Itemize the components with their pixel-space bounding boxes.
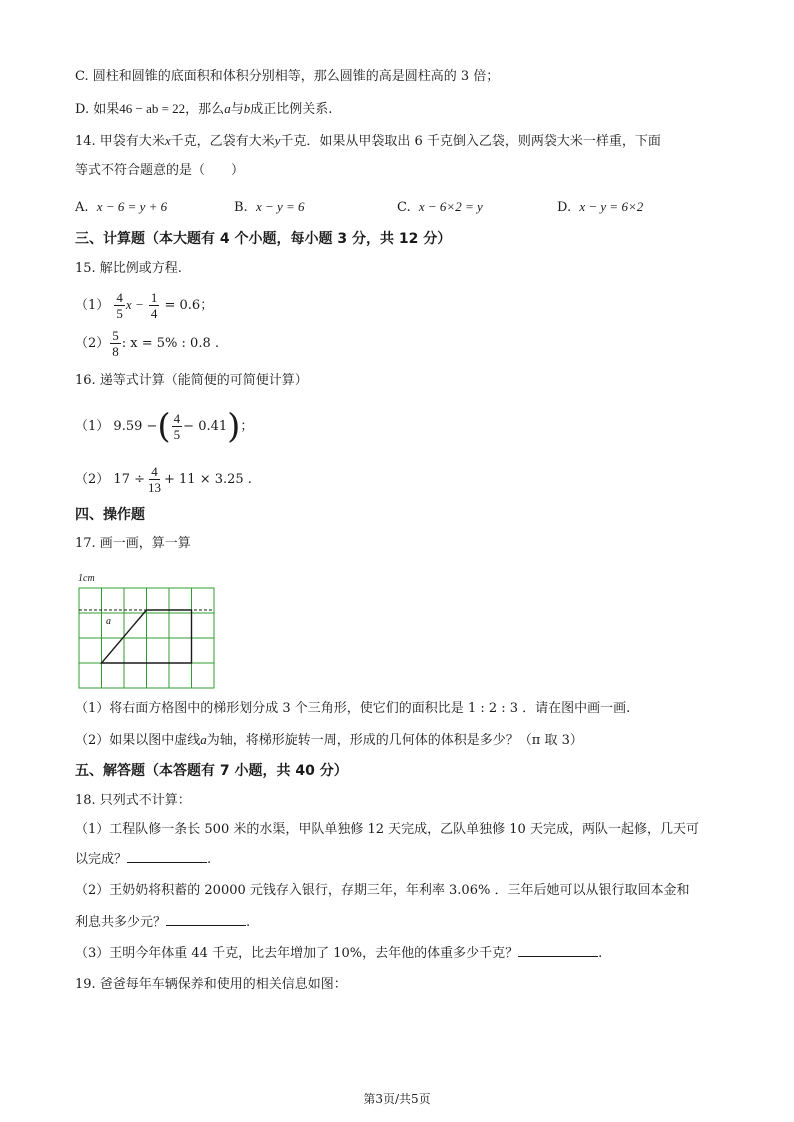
- q18-part2-line2: 利息共多少元？ .: [75, 915, 251, 930]
- q17-part2: （2）如果以图中虚线a为轴，将梯形旋转一周，形成的几何体的体积是多少？（π 取 3）: [75, 732, 583, 748]
- section-5-title: 五、解答题（本答题有 7 小题，共 40 分）: [75, 763, 348, 779]
- q15-stem: 15. 解比例或方程.: [75, 261, 182, 276]
- q18-stem: 18. 只列式不计算：: [75, 793, 191, 808]
- q14-option-a[interactable]: A. x − 6 = y + 6: [75, 199, 168, 215]
- page-footer: 第3页/共5页: [363, 1092, 431, 1106]
- q13-option-c: C. 圆柱和圆锥的底面积和体积分别相等，那么圆锥的高是圆柱高的 3 倍；: [75, 69, 500, 84]
- section-4-title: 四、操作题: [75, 507, 145, 523]
- axis-label: a: [106, 616, 111, 627]
- q15-part2: （2） $\frac{5}{8}$ : x = 5% : 0.8 .: [75, 328, 219, 359]
- q18-part1-line2: 以完成？ .: [75, 852, 212, 867]
- q18-part1-line1: （1）工程队修一条长 500 米的水渠，甲队单独修 12 天完成，乙队单独修 10 天完成，两队一起修，几天可: [75, 822, 699, 837]
- q18-part3: （3）王明今年体重 44 千克，比去年增加了 10%，去年他的体重多少千克？ .: [75, 946, 603, 961]
- answer-blank[interactable]: [166, 913, 246, 926]
- section-3-title: 三、计算题（本大题有 4 个小题，每小题 3 分，共 12 分）: [75, 231, 452, 247]
- answer-blank[interactable]: [518, 944, 598, 957]
- q13-d-equation: 46 − ab = 22: [119, 101, 186, 116]
- q17-part1: （1）将右面方格图中的梯形划分成 3 个三角形，使它们的面积比是 1 : 2 : 3 ．请在图中画一画.: [75, 701, 631, 716]
- q16-part1: （1） 9.59 −( $\frac{4}{5}$ − 0.41)；: [75, 406, 254, 447]
- q14-stem-line1: 14. 甲袋有大米x千克，乙袋有大米y千克．如果从甲袋取出 6 千克倒入乙袋，则两袋大米一样重，下面: [75, 133, 661, 149]
- q14-option-c[interactable]: C. x − 6×2 = y: [397, 199, 483, 215]
- trapezoid-grid-figure[interactable]: [78, 586, 216, 690]
- fraction: $\frac{1}{4}$: [150, 290, 158, 321]
- q17-stem: 17. 画一画，算一算: [75, 536, 191, 551]
- grid-unit-label: 1cm: [78, 573, 95, 584]
- q13-option-d: D. 如果46 − ab = 22，那么a与b成正比例关系.: [75, 101, 333, 117]
- q14-option-b[interactable]: B. x − y = 6: [234, 199, 305, 215]
- fraction: $\frac{5}{8}$: [112, 328, 119, 359]
- grid-lines: [79, 588, 214, 688]
- q14-option-d[interactable]: D. x − y = 6×2: [557, 199, 644, 215]
- q19-stem: 19. 爸爸每年车辆保养和使用的相关信息如图：: [75, 977, 347, 992]
- answer-blank[interactable]: [127, 850, 207, 863]
- q18-part2-line1: （2）王奶奶将积蓄的 20000 元钱存入银行，存期三年，年利率 3.06% ．三年后她可以从银行取回本金和: [75, 883, 690, 898]
- q16-part2: （2） 17 ÷ $\frac{4}{13}$ + 11 × 3.25 .: [75, 464, 252, 495]
- fraction: $\frac{4}{13}$: [148, 464, 161, 495]
- q14-stem-line2: 等式不符合题意的是（ ）: [75, 163, 245, 178]
- q15-part1: （1） $\frac{4}{5}$ x − $\frac{1}{4}$ = 0.6；: [75, 290, 214, 321]
- q16-stem: 16. 递等式计算（能简便的可简便计算）: [75, 373, 308, 388]
- fraction: $\frac{4}{5}$: [173, 411, 181, 442]
- fraction: $\frac{4}{5}$: [116, 290, 123, 321]
